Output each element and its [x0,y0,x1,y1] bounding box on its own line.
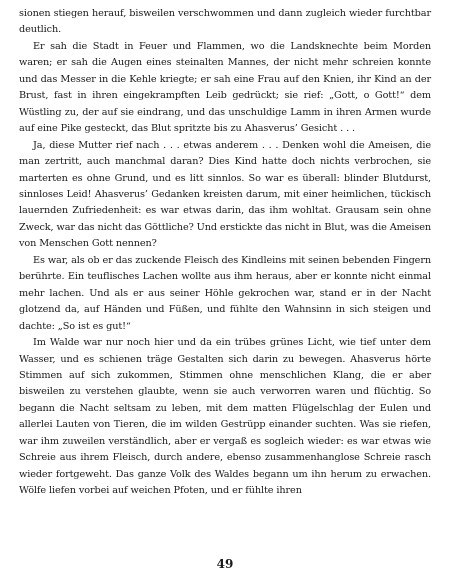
paragraph-5: Im Walde war nur noch hier und da ein trübes grünes Licht, wie tief unter dem Wasser, und es schienen träge Gestalten sich darin zu bewegen. Ahasverus hörte Stimmen auf sich zukommen, Stimmen ohne menschlichen Klang, die er aber bisweilen zu verstehen glaubte, wenn sie auch verworren waren und flüchtig. So begann die Nacht seltsam zu leben, mit dem matten Flügelschlag der Eulen und allerlei Lauten von Tieren, die im wilden Gestrüpp einander suchten. Was sie riefen, war ihm zuweilen verständlich, aber er vergaß es sogleich wieder: es war etwas wie Schreie aus ihrem Fleisch, durch andere, ebenso zusammenhanglose Schreie rasch wieder fortgeweht. Das ganze Volk des Waldes begann um ihn herum zu erwachen. Wölfe liefen vorbei auf weichen Pfoten, und er fühlte ihren [19,337,431,497]
paragraph-2: Er sah die Stadt in Feuer und Flammen, wo die Landsknechte beim Morden waren; er sah die Augen eines steinalten Mannes, der nicht mehr schreien konnte und das Messer in die Kehle kriegte; er sah eine Frau auf den Knien, ihr Kind an der Brust, fast in ihren eingekrampften Leib gedrückt; sie rief: „Gott, o Gott!“ dem Wüstling zu, der auf sie eindrang, und das unschuldige Lamm in ihren Armen wurde auf eine Pike gesteckt, das Blut spritzte bis zu Ahasverus’ Gesicht . . . [19,40,431,135]
paragraph-4: Es war, als ob er das zuckende Fleisch des Kindleins mit seinen bebenden Fingern berührte. Ein teuflisches Lachen wollte aus ihm heraus, aber er konnte nicht einmal mehr lachen. Und als er aus seiner Höhle gekrochen war, stand er in der Nacht glotzend da, auf Händen und Füßen, und fühlte den Wahnsinn in sich steigen und dachte: „So ist es gut!“ [19,254,431,332]
page-number: 49 [216,557,234,571]
paragraph-1: sionen stiegen herauf, bisweilen verschwommen und dann zugleich wieder furchtbar deutlich. [19,8,431,36]
paragraph-3: Ja, diese Mutter rief nach . . . etwas anderem . . . Denken wohl die Ameisen, die man zertritt, auch manchmal daran? Dies Kind hatte doch nichts verbrochen, sie marterten es ohne Grund, und es litt sinnlos. So war es überall: blinder Blutdurst, sinnloses Leid! Ahasverus’ Gedanken kreisten darum, mit einer heimlichen, tückisch lauernden Zufriedenheit: es war etwas darin, das ihm wohltat. Grausam sein ohne Zweck, war das nicht das Göttliche? Und erstickte das nicht in Blut, was die Ameisen von Menschen Gott nennen? [19,139,431,250]
body-text [19,6,431,500]
